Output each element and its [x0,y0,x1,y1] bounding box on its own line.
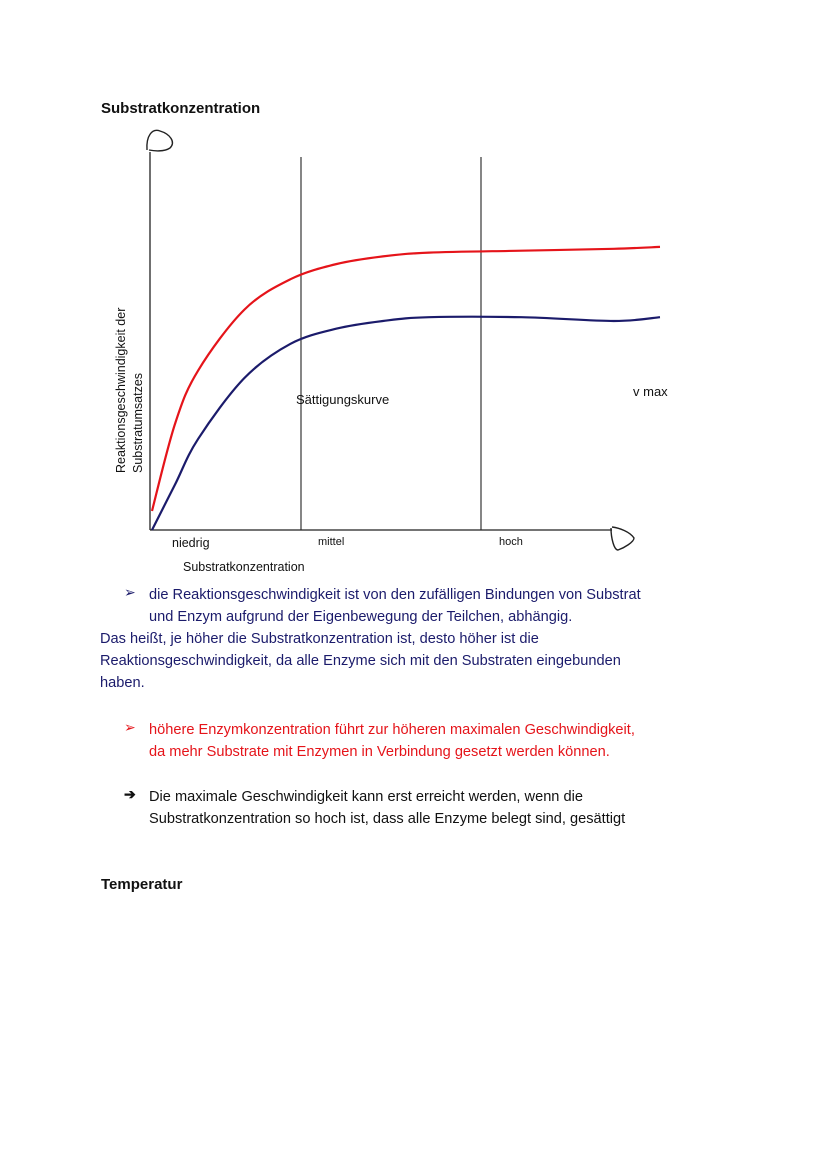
bullet-arrow-icon: ➢ [124,584,136,600]
x-axis-arrow [611,527,634,550]
y-axis-label-line2: Substratumsatzes [131,372,145,473]
section-heading-substrate: Substratkonzentration [101,100,261,117]
paragraph-1-line-1: die Reaktionsgeschwindigkeit ist von den zufälligen Bindungen von Substrat [149,587,641,603]
paragraph-3-line-1: höhere Enzymkonzentration führt zur höheren maximalen Geschwindigkeit, [149,722,635,738]
x-tick-niedrig: niedrig [172,536,210,550]
series-line-blue [152,317,660,530]
y-axis-arrow [147,130,173,151]
section-heading-temperature: Temperatur [101,876,183,893]
paragraph-4-line-1: Die maximale Geschwindigkeit kann erst erreicht werden, wenn die [149,789,583,805]
x-tick-mittel: mittel [318,536,345,548]
annotation-saettigungskurve: Sättigungskurve [296,392,390,407]
paragraph-2-line-2: Reaktionsgeschwindigkeit, da alle Enzyme sich mit den Substraten eingebunden [100,653,621,669]
paragraph-2-line-3: haben. [100,675,145,691]
annotation-vmax: v max [633,384,668,399]
paragraph-3-line-2: da mehr Substrate mit Enzymen in Verbindung gesetzt werden können. [149,744,610,760]
x-tick-hoch: hoch [499,536,523,548]
paragraph-1-line-2: und Enzym aufgrund der Eigenbewegung der Teilchen, abhängig. [149,609,573,625]
series-line-red [152,247,660,511]
right-arrow-icon: ➔ [124,786,136,802]
y-axis-label-line1: Reaktionsgeschwindigkeit der [114,307,128,473]
paragraph-4-line-2: Substratkonzentration so hoch ist, dass alle Enzyme belegt sind, gesättigt [149,811,626,827]
bullet-arrow-icon: ➢ [124,719,136,735]
x-axis-label: Substratkonzentration [183,560,305,574]
paragraph-2-line-1: Das heißt, je höher die Substratkonzentration ist, desto höher ist die [100,631,539,647]
